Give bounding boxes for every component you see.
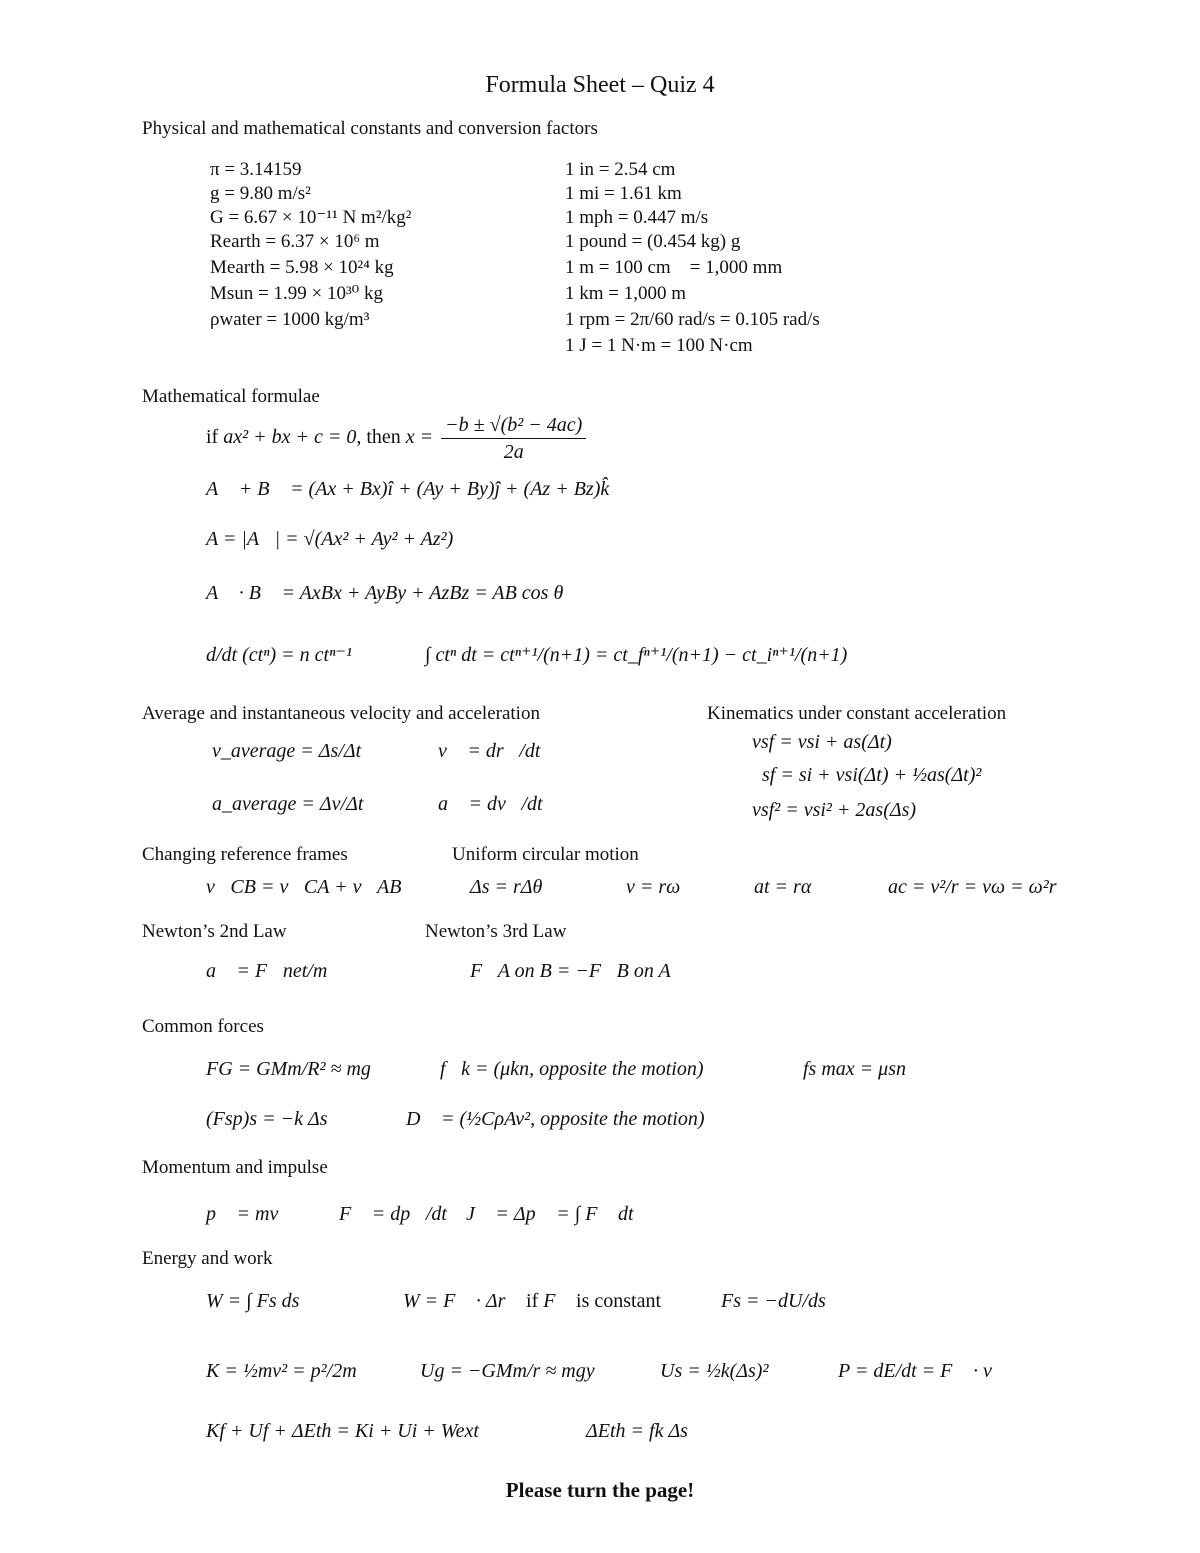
integral-rule: ∫ ctⁿ dt = ctⁿ⁺¹/(n+1) = ct_fⁿ⁺¹/(n+1) − ct_iⁿ⁺¹/(n+1) — [425, 644, 848, 666]
tangential-acceleration: at = rα — [754, 876, 812, 898]
derivative-rule: d/dt (ctⁿ) = n ctⁿ⁻¹ — [206, 644, 352, 666]
instantaneous-velocity: v⃗ = dr⃗/dt — [438, 740, 541, 762]
spring-potential: Us = ½k(Δs)² — [660, 1360, 769, 1382]
const-m-sun: Msun = 1.99 × 10³⁰ kg — [210, 283, 384, 304]
conv-mi: 1 mi = 1.61 km — [565, 183, 682, 204]
tangential-speed: v = rω — [626, 876, 681, 898]
const-g: g = 9.80 m/s² — [210, 183, 311, 204]
section-newton3: Newton’s 3rd Law — [425, 921, 567, 942]
drag-force: D⃗ = (½CρAv², opposite the motion) — [406, 1108, 705, 1130]
thermal-energy: ΔEth = fk Δs — [586, 1420, 688, 1442]
energy-conservation: Kf + Uf + ΔEth = Ki + Ui + Wext — [206, 1420, 479, 1442]
turn-page-note: Please turn the page! — [505, 1478, 695, 1502]
const-pi: π = 3.14159 — [210, 159, 302, 180]
section-momentum: Momentum and impulse — [142, 1157, 328, 1178]
force-from-potential: Fs = −dU/ds — [721, 1290, 826, 1312]
const-rho-water: ρwater = 1000 kg/m³ — [210, 309, 370, 330]
static-friction: fs max = μsn — [803, 1058, 906, 1080]
conv-in: 1 in = 2.54 cm — [565, 159, 676, 180]
const-r-earth: Rearth = 6.37 × 10⁶ m — [210, 231, 380, 252]
gravitational-potential: Ug = −GMm/r ≈ mgy — [420, 1360, 595, 1382]
const-G: G = 6.67 × 10⁻¹¹ N m²/kg² — [210, 207, 412, 228]
section-velocity: Average and instantaneous velocity and acceleration — [142, 703, 540, 724]
spring-force: (Fsp)s = −k Δs — [206, 1108, 328, 1130]
conv-pound: 1 pound = (0.454 kg) g — [565, 231, 741, 252]
power: P = dE/dt = F⃗ · v⃗ — [838, 1360, 1008, 1382]
page-title: Formula Sheet – Quiz 4 — [485, 72, 715, 98]
newton-second-law: a⃗ = F⃗net/m — [206, 960, 328, 982]
kinematics-velocity: vsf = vsi + as(Δt) — [752, 731, 892, 753]
kinetic-energy: K = ½mv² = p²/2m — [206, 1360, 357, 1382]
section-circular: Uniform circular motion — [452, 844, 639, 865]
section-newton2: Newton’s 2nd Law — [142, 921, 287, 942]
kinematics-velocity-squared: vsf² = vsi² + 2as(Δs) — [752, 799, 917, 821]
conv-m: 1 m = 100 cm = 1,000 mm — [565, 257, 783, 278]
conv-rpm: 1 rpm = 2π/60 rad/s = 0.105 rad/s — [565, 309, 820, 330]
section-frames: Changing reference frames — [142, 844, 348, 865]
vector-sum: A⃗ + B⃗ = (Ax + Bx)î + (Ay + By)ĵ + (Az + Bz)k̂ — [206, 478, 610, 500]
impulse: J⃗ = Δp⃗ = ∫ F⃗ dt — [466, 1203, 634, 1225]
kinetic-friction: f⃗k = (μkn, opposite the motion) — [440, 1058, 704, 1080]
force-momentum-rate: F⃗ = dp⃗/dt — [339, 1203, 447, 1225]
section-energy: Energy and work — [142, 1248, 273, 1269]
kinematics-position: sf = si + vsi(Δt) + ½as(Δt)² — [762, 764, 982, 786]
section-constants: Physical and mathematical constants and conversion factors — [142, 118, 598, 139]
constants-column — [210, 158, 412, 332]
work-dot-product: W = F⃗ · Δr⃗ if F⃗ is constant — [403, 1290, 662, 1312]
momentum-definition: p⃗ = mv⃗ — [206, 1203, 294, 1225]
conv-km: 1 km = 1,000 m — [565, 283, 687, 304]
newton-third-law: F⃗A on B = −F⃗B on A — [470, 960, 671, 982]
average-velocity: v_average = Δs/Δt — [212, 740, 362, 762]
conversions-column — [565, 158, 820, 358]
quadratic-formula: if ax² + bx + c = 0, then x = $\frac{\text{−b ± √(b² − 4ac)}}{2a}$ — [206, 414, 589, 463]
dot-product: A⃗ · B⃗ = AxBx + AyBy + AzBz = AB cos θ — [206, 582, 564, 604]
conv-joule: 1 J = 1 N·m = 100 N·cm — [565, 335, 753, 356]
average-acceleration: a_average = Δv/Δt — [212, 793, 364, 815]
instantaneous-acceleration: a⃗ = dv⃗/dt — [438, 793, 543, 815]
arc-length: Δs = rΔθ — [470, 876, 543, 898]
section-math: Mathematical formulae — [142, 386, 320, 407]
relative-velocity: v⃗CB = v⃗CA + v⃗AB — [206, 876, 402, 898]
const-m-earth: Mearth = 5.98 × 10²⁴ kg — [210, 257, 394, 278]
centripetal-acceleration: ac = v²/r = vω = ω²r — [888, 876, 1057, 898]
conv-mph: 1 mph = 0.447 m/s — [565, 207, 709, 228]
gravity-force: FG = GMm/R² ≈ mg — [206, 1058, 371, 1080]
work-integral: W = ∫ Fs ds — [206, 1290, 300, 1312]
section-kinematics: Kinematics under constant acceleration — [707, 703, 1007, 724]
vector-magnitude: A = |A⃗| = √(Ax² + Ay² + Az²) — [206, 528, 454, 550]
section-forces: Common forces — [142, 1016, 264, 1037]
